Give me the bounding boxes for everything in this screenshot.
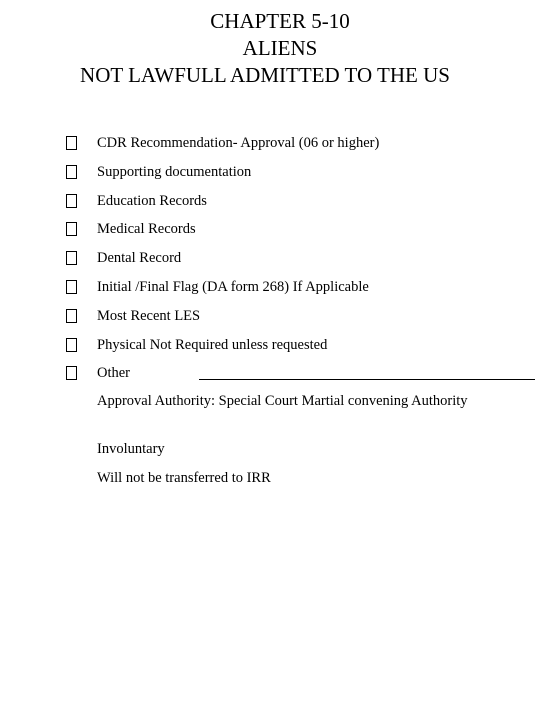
- checklist-item-physical: [65, 334, 505, 356]
- checklist-item-education-records: [65, 190, 505, 212]
- checklist-item-cdr-recommendation: [65, 132, 505, 154]
- checkbox[interactable]: [66, 251, 77, 265]
- checklist-item-label: Medical Records: [97, 221, 196, 237]
- checklist-item-les: [65, 305, 505, 327]
- separation-type-note: Involuntary: [97, 441, 165, 457]
- checkbox[interactable]: [66, 309, 77, 323]
- checkbox[interactable]: [66, 165, 77, 179]
- checklist-item-other: [65, 362, 505, 384]
- approval-authority-note: Approval Authority: Special Court Martial convening Authority: [97, 393, 468, 409]
- checkbox[interactable]: [66, 338, 77, 352]
- checklist-item-label: Dental Record: [97, 250, 182, 266]
- title-subtitle: NOT LAWFULL ADMITTED TO THE US: [80, 63, 450, 87]
- checklist-item-supporting-documentation: [65, 161, 505, 183]
- checkbox[interactable]: [66, 280, 77, 294]
- checkbox[interactable]: [66, 136, 77, 150]
- page-title: [0, 8, 540, 89]
- checklist-item-dental-record: [65, 247, 505, 269]
- checkbox[interactable]: [66, 366, 77, 380]
- other-fill-in-line[interactable]: [199, 379, 535, 380]
- checklist-item-label: Most Recent LES: [97, 308, 201, 324]
- checklist-item-flag: [65, 276, 505, 298]
- checklist-item-label: Physical Not Required unless requested: [97, 337, 328, 353]
- checklist-item-label: Initial /Final Flag (DA form 268) If Applicable: [97, 279, 369, 295]
- transfer-note: Will not be transferred to IRR: [97, 470, 271, 486]
- title-aliens: ALIENS: [242, 36, 318, 60]
- checklist-item-label: Education Records: [97, 193, 207, 209]
- checklist-item-label: Other: [97, 365, 131, 381]
- checklist-item-label: CDR Recommendation- Approval (06 or higher): [97, 135, 380, 151]
- title-chapter: CHAPTER 5-10: [210, 9, 350, 33]
- checklist-item-label: Supporting documentation: [97, 164, 252, 180]
- checkbox[interactable]: [66, 222, 77, 236]
- checkbox[interactable]: [66, 194, 77, 208]
- checklist-item-medical-records: [65, 218, 505, 240]
